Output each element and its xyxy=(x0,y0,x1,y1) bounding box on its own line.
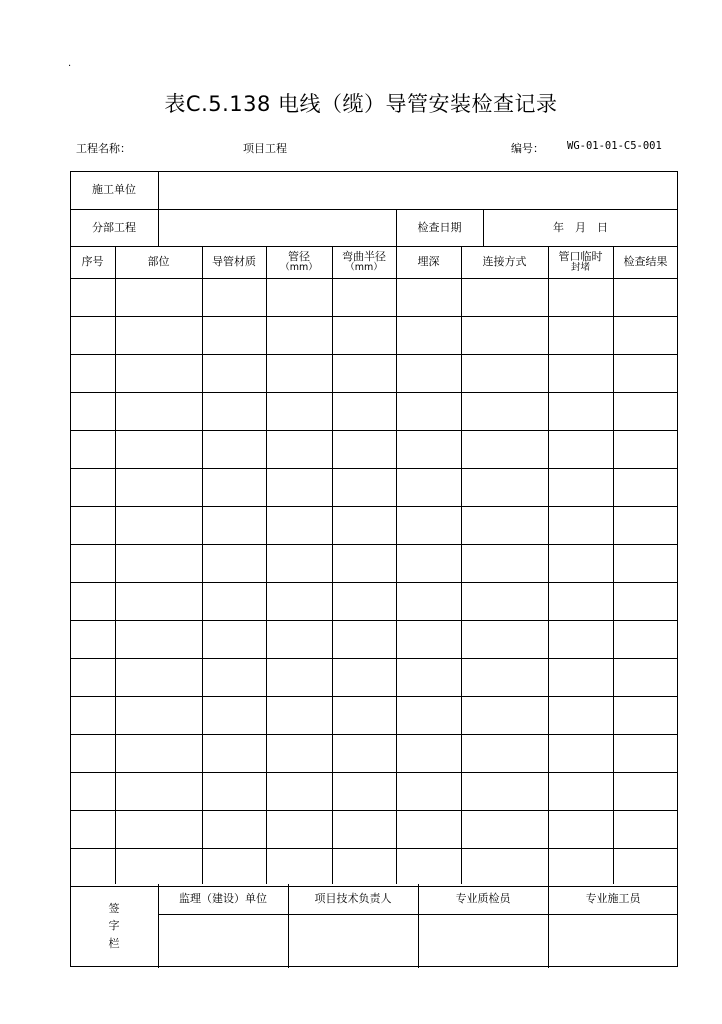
table-cell[interactable] xyxy=(396,620,461,658)
col-head-sublabel: 封堵 xyxy=(570,261,590,273)
col-head-label: 管口临时 xyxy=(558,250,603,264)
table-cell[interactable] xyxy=(70,468,115,506)
table-cell[interactable] xyxy=(70,544,115,582)
table-cell[interactable] xyxy=(70,316,115,354)
table-cell[interactable] xyxy=(332,468,396,506)
table-cell[interactable] xyxy=(548,506,613,544)
table-cell[interactable] xyxy=(115,430,202,468)
table-cell[interactable] xyxy=(396,278,461,316)
table-cell[interactable] xyxy=(115,582,202,620)
col-head-diameter xyxy=(266,246,332,278)
table-cell[interactable] xyxy=(548,696,613,734)
grid-line xyxy=(70,848,678,849)
sig-role-tech-lead: 项目技术负责人 xyxy=(314,892,392,906)
table-cell[interactable] xyxy=(548,582,613,620)
table-cell[interactable] xyxy=(396,354,461,392)
table-cell[interactable] xyxy=(332,278,396,316)
sig-field-constructor[interactable] xyxy=(548,914,678,968)
table-cell[interactable] xyxy=(461,658,548,696)
table-cell[interactable] xyxy=(332,772,396,810)
col-head-bend-radius xyxy=(332,246,396,278)
table-cell[interactable] xyxy=(396,316,461,354)
table-cell[interactable] xyxy=(70,772,115,810)
grid-line xyxy=(461,246,462,884)
col-head-label: 管径 xyxy=(288,250,310,264)
table-cell[interactable] xyxy=(115,848,202,886)
table-cell[interactable] xyxy=(202,506,266,544)
table-cell[interactable] xyxy=(396,506,461,544)
table-cell[interactable] xyxy=(461,392,548,430)
table-cell[interactable] xyxy=(548,354,613,392)
grid-line xyxy=(70,392,678,393)
table-cell[interactable] xyxy=(613,468,678,506)
col-head-position xyxy=(115,246,202,278)
table-cell[interactable] xyxy=(548,430,613,468)
table-cell[interactable] xyxy=(613,848,678,886)
col-head-label: 导管材质 xyxy=(212,255,256,269)
grid-line xyxy=(418,884,419,968)
table-cell[interactable] xyxy=(461,734,548,772)
grid-line xyxy=(613,246,614,884)
sig-field-quality-inspector[interactable] xyxy=(418,914,548,968)
col-head-sublabel: （mm） xyxy=(345,261,383,273)
col-head-result xyxy=(613,246,678,278)
grid-line xyxy=(70,506,678,507)
table-cell[interactable] xyxy=(613,278,678,316)
construction-unit-field[interactable] xyxy=(158,171,678,209)
grid-line xyxy=(158,884,159,968)
table-cell[interactable] xyxy=(70,582,115,620)
grid-line xyxy=(158,171,159,246)
table-cell[interactable] xyxy=(70,620,115,658)
table-cell[interactable] xyxy=(396,658,461,696)
table-cell[interactable] xyxy=(332,582,396,620)
table-cell[interactable] xyxy=(266,544,332,582)
table-cell[interactable] xyxy=(461,468,548,506)
table-cell[interactable] xyxy=(202,430,266,468)
table-cell[interactable] xyxy=(548,620,613,658)
table-cell[interactable] xyxy=(613,620,678,658)
corner-mark: · xyxy=(68,61,72,72)
table-cell[interactable] xyxy=(266,392,332,430)
table-cell[interactable] xyxy=(202,316,266,354)
table-cell[interactable] xyxy=(266,582,332,620)
table-cell[interactable] xyxy=(461,582,548,620)
table-cell[interactable] xyxy=(461,810,548,848)
table-cell[interactable] xyxy=(70,430,115,468)
table-cell[interactable] xyxy=(266,354,332,392)
table-cell[interactable] xyxy=(548,658,613,696)
table-cell[interactable] xyxy=(202,772,266,810)
table-cell[interactable] xyxy=(613,582,678,620)
table-cell[interactable] xyxy=(332,354,396,392)
col-head-label: 检查结果 xyxy=(623,255,668,269)
table-cell[interactable] xyxy=(266,468,332,506)
code-label: 编号： xyxy=(511,142,544,155)
table-cell[interactable] xyxy=(396,772,461,810)
col-head-label: 序号 xyxy=(81,255,104,269)
table-cell[interactable] xyxy=(548,772,613,810)
table-cell[interactable] xyxy=(202,354,266,392)
table-cell[interactable] xyxy=(202,848,266,886)
table-cell[interactable] xyxy=(613,316,678,354)
table-cell[interactable] xyxy=(70,278,115,316)
table-cell[interactable] xyxy=(332,392,396,430)
table-cell[interactable] xyxy=(266,316,332,354)
table-cell[interactable] xyxy=(115,620,202,658)
table-cell[interactable] xyxy=(548,278,613,316)
table-cell[interactable] xyxy=(548,544,613,582)
table-cell[interactable] xyxy=(613,734,678,772)
grid-line xyxy=(548,246,549,884)
page-title: 表C.5.138 电线（缆）导管安装检查记录 xyxy=(164,92,558,116)
table-cell[interactable] xyxy=(70,734,115,772)
table-cell[interactable] xyxy=(115,658,202,696)
table-cell[interactable] xyxy=(396,582,461,620)
table-cell[interactable] xyxy=(115,544,202,582)
table-cell[interactable] xyxy=(548,468,613,506)
grid-line xyxy=(548,884,549,968)
table-cell[interactable] xyxy=(613,544,678,582)
table-cell[interactable] xyxy=(461,354,548,392)
table-cell[interactable] xyxy=(613,810,678,848)
col-head-label: 埋深 xyxy=(417,255,440,269)
project-name-value[interactable]: 项目工程 xyxy=(243,142,287,155)
sub-project-label: 分部工程 xyxy=(92,220,136,234)
grid-line xyxy=(266,246,267,884)
table-cell[interactable] xyxy=(396,810,461,848)
grid-line xyxy=(70,354,678,355)
grid-line xyxy=(70,430,678,431)
table-cell[interactable] xyxy=(266,696,332,734)
table-cell[interactable] xyxy=(332,658,396,696)
table-cell[interactable] xyxy=(548,316,613,354)
table-cell[interactable] xyxy=(613,392,678,430)
table-cell[interactable] xyxy=(461,506,548,544)
col-head-seal xyxy=(548,246,613,278)
table-cell[interactable] xyxy=(115,772,202,810)
table-cell[interactable] xyxy=(266,772,332,810)
grid-line xyxy=(288,884,289,968)
col-head-seq xyxy=(70,246,115,278)
signature-label xyxy=(70,884,158,968)
grid-line xyxy=(332,246,333,884)
table-cell[interactable] xyxy=(332,810,396,848)
table-cell[interactable] xyxy=(332,620,396,658)
grid-line xyxy=(396,246,397,884)
table-cell[interactable] xyxy=(396,696,461,734)
table-cell[interactable] xyxy=(266,278,332,316)
sig-field-tech-lead[interactable] xyxy=(288,914,418,968)
table-cell[interactable] xyxy=(613,696,678,734)
grid-line xyxy=(70,620,678,621)
col-head-label: 部位 xyxy=(147,255,170,269)
table-cell[interactable] xyxy=(266,848,332,886)
table-cell[interactable] xyxy=(202,658,266,696)
grid-line xyxy=(202,246,203,884)
table-cell[interactable] xyxy=(461,316,548,354)
table-cell[interactable] xyxy=(332,430,396,468)
col-head-sublabel: （mm） xyxy=(280,261,318,273)
table-cell[interactable] xyxy=(115,392,202,430)
col-head-connection xyxy=(461,246,548,278)
table-cell[interactable] xyxy=(202,734,266,772)
sig-field-supervisor[interactable] xyxy=(158,914,288,968)
table-cell[interactable] xyxy=(266,620,332,658)
table-cell[interactable] xyxy=(461,848,548,886)
table-cell[interactable] xyxy=(202,620,266,658)
table-cell[interactable] xyxy=(461,544,548,582)
grid-line xyxy=(115,246,116,884)
signature-label-line: 签 xyxy=(108,901,120,915)
table-cell[interactable] xyxy=(70,392,115,430)
table-cell[interactable] xyxy=(396,468,461,506)
table-cell[interactable] xyxy=(70,848,115,886)
table-cell[interactable] xyxy=(396,848,461,886)
grid-line xyxy=(483,209,484,246)
col-head-label: 弯曲半径 xyxy=(342,250,386,264)
table-cell[interactable] xyxy=(332,506,396,544)
construction-unit-label: 施工单位 xyxy=(92,183,136,197)
table-cell[interactable] xyxy=(266,506,332,544)
table-cell[interactable] xyxy=(266,734,332,772)
grid-line xyxy=(70,582,678,583)
table-cell[interactable] xyxy=(266,810,332,848)
table-cell[interactable] xyxy=(332,544,396,582)
table-cell[interactable] xyxy=(115,468,202,506)
table-cell[interactable] xyxy=(613,430,678,468)
table-cell[interactable] xyxy=(202,810,266,848)
table-cell[interactable] xyxy=(115,810,202,848)
table-cell[interactable] xyxy=(70,696,115,734)
project-name-label: 工程名称： xyxy=(76,142,131,155)
table-cell[interactable] xyxy=(613,772,678,810)
table-cell[interactable] xyxy=(396,734,461,772)
grid-line xyxy=(70,246,678,247)
table-cell[interactable] xyxy=(461,278,548,316)
table-cell[interactable] xyxy=(396,544,461,582)
table-cell[interactable] xyxy=(396,392,461,430)
table-cell[interactable] xyxy=(332,734,396,772)
sig-role-constructor: 专业施工员 xyxy=(585,892,641,906)
grid-line xyxy=(70,734,678,735)
table-cell[interactable] xyxy=(613,658,678,696)
table-cell[interactable] xyxy=(115,506,202,544)
table-cell[interactable] xyxy=(70,658,115,696)
table-cell[interactable] xyxy=(115,354,202,392)
table-cell[interactable] xyxy=(115,696,202,734)
table-cell[interactable] xyxy=(461,696,548,734)
grid-line xyxy=(70,772,678,773)
signature-label-line: 栏 xyxy=(108,936,120,950)
table-cell[interactable] xyxy=(548,810,613,848)
grid-line xyxy=(70,316,678,317)
table-cell[interactable] xyxy=(396,430,461,468)
table-cell[interactable] xyxy=(613,506,678,544)
table-cell[interactable] xyxy=(115,278,202,316)
table-cell[interactable] xyxy=(202,544,266,582)
check-date-label: 检查日期 xyxy=(417,220,462,234)
col-head-material xyxy=(202,246,266,278)
col-head-label: 连接方式 xyxy=(482,255,527,269)
grid-line xyxy=(70,468,678,469)
table-cell[interactable] xyxy=(70,810,115,848)
table-cell[interactable] xyxy=(115,734,202,772)
grid-line xyxy=(70,278,678,279)
table-cell[interactable] xyxy=(202,392,266,430)
grid-line xyxy=(70,810,678,811)
grid-line xyxy=(70,209,678,210)
table-cell[interactable] xyxy=(461,430,548,468)
table-cell[interactable] xyxy=(202,278,266,316)
table-cell[interactable] xyxy=(548,734,613,772)
sub-project-field[interactable] xyxy=(158,209,396,246)
table-cell[interactable] xyxy=(461,620,548,658)
col-head-depth xyxy=(396,246,461,278)
code-value[interactable]: WG-01-01-C5-001 xyxy=(567,140,662,152)
table-cell[interactable] xyxy=(70,506,115,544)
table-cell[interactable] xyxy=(202,582,266,620)
table-cell[interactable] xyxy=(266,430,332,468)
grid-line xyxy=(396,209,397,246)
grid-line xyxy=(70,544,678,545)
table-cell[interactable] xyxy=(613,354,678,392)
table-cell[interactable] xyxy=(70,354,115,392)
sig-role-supervisor: 监理（建设）单位 xyxy=(179,892,267,906)
grid-line xyxy=(70,886,678,887)
table-cell[interactable] xyxy=(332,316,396,354)
grid-line xyxy=(70,696,678,697)
table-cell[interactable] xyxy=(266,658,332,696)
table-cell[interactable] xyxy=(202,696,266,734)
check-date-field[interactable]: 年 月 日 xyxy=(553,220,608,234)
sig-role-quality-inspector: 专业质检员 xyxy=(455,892,511,906)
table-cell[interactable] xyxy=(332,696,396,734)
table-cell[interactable] xyxy=(115,316,202,354)
table-cell[interactable] xyxy=(332,848,396,886)
inspection-form xyxy=(70,171,679,968)
table-cell[interactable] xyxy=(548,392,613,430)
grid-line xyxy=(70,658,678,659)
table-cell[interactable] xyxy=(548,848,613,886)
signature-label-line: 字 xyxy=(108,919,120,933)
table-cell[interactable] xyxy=(202,468,266,506)
table-cell[interactable] xyxy=(461,772,548,810)
